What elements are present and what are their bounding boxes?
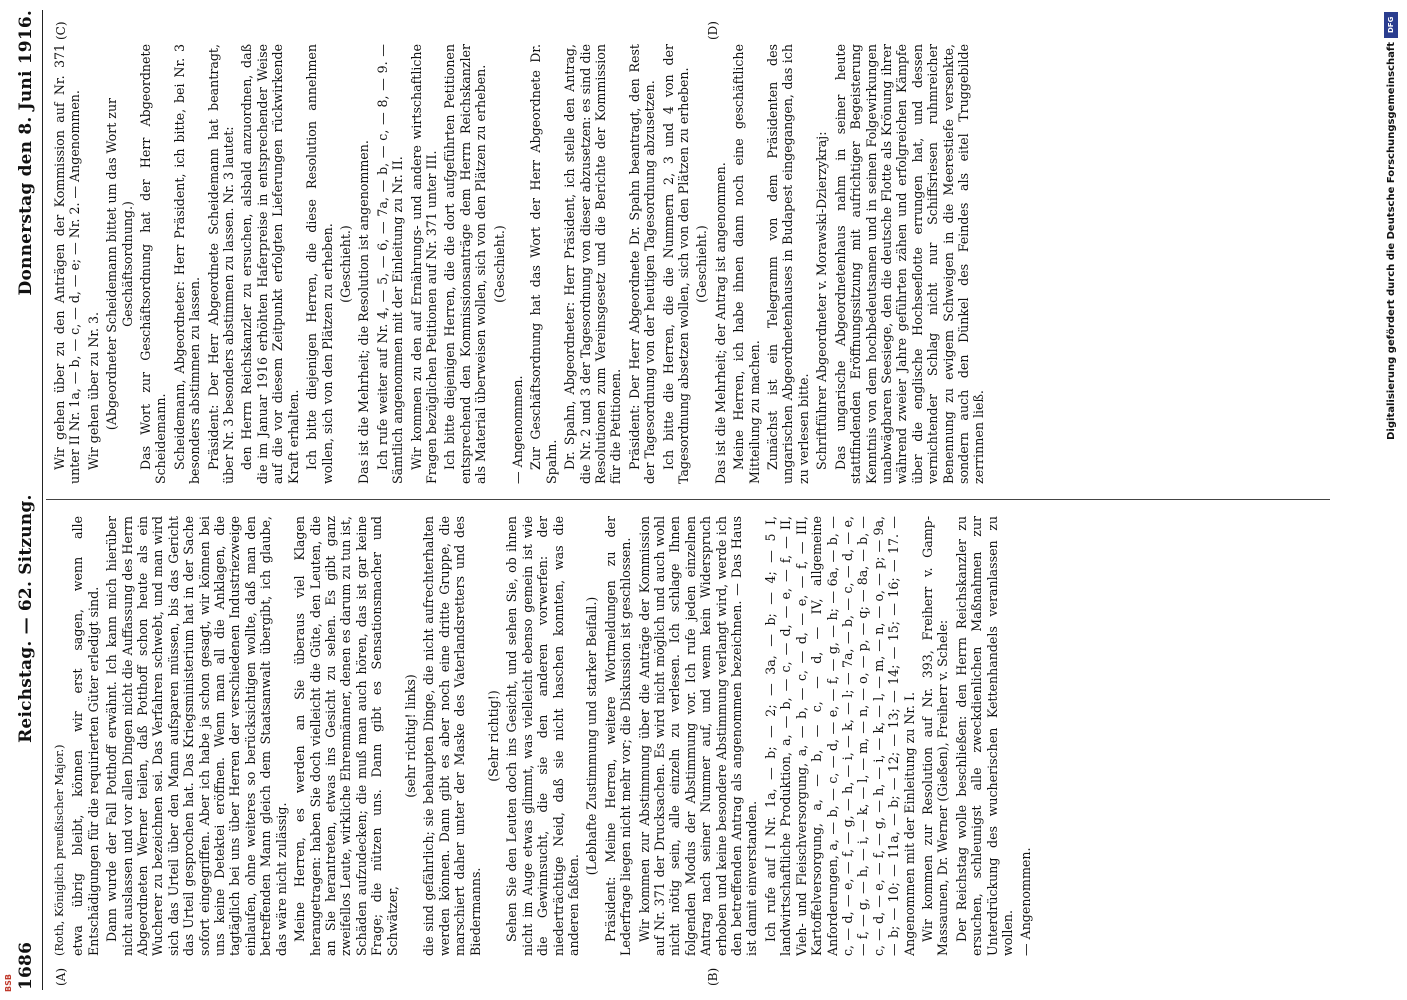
interjection: (Geschieht.) bbox=[694, 225, 710, 303]
interjection: (Geschieht.) bbox=[337, 225, 353, 303]
president-statement: Präsident: Meine Herren, weitere Wortmeldungen zu der Lederfrage liegen nicht mehr vor; die Diskussion ist geschlossen. bbox=[602, 516, 634, 956]
speaker-statement: Scheidemann, Abgeordneter: Herr Präsident, ich bitte, bei Nr. 3 besonders abstimmen zu lassen. bbox=[171, 44, 203, 484]
credit-text: Digitalisierung gefördert durch die Deutsche Forschungsgemeinschaft bbox=[1385, 42, 1397, 440]
speaker-statement: Dr. Spahn, Abgeordneter: Herr Präsident, ich stelle den Antrag, die Nr. 2 und 3 der Tagesordnung von dieser abzusetzen: es sind die Resolutionen zum Vereinsgesetz und die Berichte der Kommission für die Petitionen. bbox=[562, 44, 624, 484]
dfg-logo: DFG bbox=[1384, 12, 1398, 38]
margin-mark-d: (D) bbox=[706, 21, 720, 40]
paragraph: Ich bitte diejenigen Herren, die die dort aufgeführten Petitionen entsprechend den Kommissionsanträge dem Herrn Reichskanzler als Material überweisen wollen, sich von den Plätzen zu erheben. bbox=[442, 44, 489, 484]
vote-list: Ich rufe auf I Nr. 1a, — b; — 2; — 3a, — b; — 4; — 5 I, landwirtschaftliche Produktion, a, — b, — c, — d, — e, — f, — II, Vieh- und Fleischversorgung, a, — b, — c, — d, — e, — f, — III, Kartoffelversorgung, a, — b, — c, — d, — IV, allgemeine Anforderungen, a, — b, — c, — d, — e, — f, — g, — h; — 6a, — b, — c, — d, — e, — f, — g, — h, — i, — k, — l; — 7a, — b, — c, — d, — e, — f, — g, — h, — i, — k, — l, — m, — n, — o, — p, — q; — 8a, — b, — c, — d, — e, — f, — g, — h, — i, — k, — l, — m, — n, — o, — p; — 9a, — b; — 10; — 11a, — b; — 12; — 13; — 14; — 15; — 16; — 17. — Angenommen mit der Einleitung zu Nr. I. bbox=[762, 516, 917, 956]
paragraph: Das ist die Mehrheit; die Resolution ist angenommen. bbox=[356, 140, 372, 484]
paragraph: Zunächst ist ein Telegramm von dem Präsidenten des ungarischen Abgeordnetenhauses in Budapest eingegangen, das ich zu verlesen bitte. bbox=[765, 44, 811, 484]
paragraph: Wir gehen über zu den Anträgen der Kommission auf Nr. 371 unter II Nr. 1a, — b, — c, — d, — e; — Nr. 2. — Angenommen. bbox=[52, 44, 83, 484]
session-date: Donnerstag den 8. Juni 1916. bbox=[16, 10, 36, 296]
paragraph: Sehen Sie den Leuten doch ins Gesicht, und sehen Sie, ob ihnen nicht im Auge etwas glimmt, was vielleicht ebenso gemein ist wie die Gewinnsucht, die sie den anderen vorwerfen: der niederträchtige Neid, daß sie nicht haschen konnten, was die anderen faßten. bbox=[504, 516, 581, 956]
paragraph: Meine Herren, ich habe ihnen dann noch eine geschäftliche Mitteilung zu machen. bbox=[731, 44, 762, 484]
paragraph: die sind gefährlich; sie behaupten Dinge, die nicht aufrechterhalten werden können. Dann gibt es aber noch eine dritte Gruppe, die marschiert daher unter der Maske des Vaterlandsretters und des Biedermanns. bbox=[421, 516, 483, 956]
paragraph: Wir kommen zur Resolution auf Nr. 393, Freiherr v. Gamp-Massaunen, Dr. Werner (Gießen), Freiherr v. Schele: bbox=[919, 516, 951, 956]
interjection: (Geschieht.) bbox=[491, 225, 507, 303]
paragraph: Meine Herren, es werden an Sie überaus viel Klagen herangetragen: haben Sie doch vielleicht die Güte, den Leuten, die an Sie herantreten, etwas ins Gesicht zu sehen. Es gibt ganz zweifellos Leute, wirkliche Ehrenmänner, denen es darum zu tun ist, Schäden aufzudecken; die muß man auch hören, das ist gar keine Frage; die nützen uns. Dann gibt es Sensationsmacher und Schwätzer, bbox=[292, 516, 400, 956]
session-title: Reichstag. — 62. Sitzung. bbox=[16, 494, 36, 743]
paragraph: — Angenommen. bbox=[1018, 847, 1034, 956]
margin-mark-a: (A) bbox=[54, 967, 68, 986]
interjection: (Sehr richtig!) bbox=[485, 690, 501, 782]
column-divider bbox=[46, 499, 1330, 500]
paragraph: Wir gehen über zu Nr. 3. bbox=[85, 311, 101, 470]
resolution-text: den Herrn Reichskanzler zu ersuchen, alsbald anzuordnen, daß die im Januar 1916 erhöhten Haferpreise in entsprechender Weise auf die vor diesem Zeitpunkt erfolgten Lieferungen rückwirkende Kraft erhalten. bbox=[239, 44, 301, 484]
paragraph: Das Wort zur Geschäftsordnung hat der Herr Abgeordnete Scheidemann. bbox=[138, 44, 169, 484]
page-header bbox=[14, 10, 38, 990]
telegram-text: Das ungarische Abgeordnetenhaus nahm in seiner heute stattfindenden Eröffnungssitzung mit aufrichtiger Begeisterung Kenntnis von dem hochbedeutsamen und in seinen Folgewirkungen unabwägbaren Seesiege, den die deutsche Flotte als Krönung ihrer während zweier Jahre geführten zähen und erfolgreichen Kämpfe über die englische Hochseeflotte errungen hat, und dessen vernichtender Schlag nicht nur Schiffsriesen ruhmreicher Benennung zu ewigem Schweigen in die Meerestiefe versenkte, sondern auch den Dünkel des Feindes als eitel Truggebilde zerrinnen ließ. bbox=[832, 44, 987, 484]
margin-mark-c: (C) bbox=[54, 21, 68, 40]
library-mark: BSB bbox=[4, 974, 13, 992]
paragraph: Wir kommen zur Abstimmung über die Anträge der Kommission auf Nr. 371 der Drucksachen. Es wird nicht möglich und auch wohl nicht nötig sein, alle einzeln zu verlesen. Ich schlage Ihnen folgenden Modus der Abstimmung vor. Ich rufe jeden einzelnen Antrag nach seiner Nummer auf, und wenn kein Widerspruch erhoben und keine besondere Abstimmung verlangt wird, werde ich den betreffenden Antrag als angenommen bezeichnen. — Das Haus ist damit einverstanden. bbox=[636, 516, 760, 956]
paragraph: Das ist die Mehrheit; der Antrag ist angenommen. bbox=[712, 162, 728, 484]
rotated-page bbox=[6, 0, 1346, 1000]
paragraph: etwa übrig bleibt, können wir erst sagen, wenn alle Entschädigungen für die requirierten Güter erledigt sind. bbox=[70, 516, 101, 956]
margin-mark-b: (B) bbox=[706, 967, 720, 986]
left-column bbox=[52, 516, 1336, 956]
paragraph: Wir kommen zu den auf Ernährungs- und andere wirtschaftliche Fragen bezüglichen Petitionen auf Nr. 371 unter III. bbox=[408, 44, 439, 484]
paragraph: Ich bitte die Herren, die die Nummern 2, 3 und 4 von der Tagesordnung absetzen wollen, sich von den Plätzen zu erheben. bbox=[660, 44, 692, 484]
paragraph: — Angenommen. bbox=[509, 375, 525, 484]
president-statement: Präsident: Der Herr Abgeordnete Scheidemann hat beantragt, über Nr. 3 besonders abstimmen zu lassen. Nr. 3 lautet: bbox=[205, 44, 237, 484]
speaker-attribution: (Roth, Königlich preußischer Major.) bbox=[52, 744, 66, 956]
right-column bbox=[52, 44, 1336, 484]
header-rule bbox=[42, 10, 43, 990]
president-statement: Präsident: Der Herr Abgeordnete Dr. Spahn beantragt, den Rest der Tagesordnung von der heutigen Tagesordnung abzusetzen. bbox=[626, 44, 658, 484]
digitization-credit bbox=[1383, 12, 1399, 988]
resolution-text: Der Reichstag wolle beschließen: den Herrn Reichskanzler zu ersuchen, schleunigst alle zweckdienlichen Maßnahmen zur Unterdrückung des wucherischen Kettenhandels veranlassen zu wollen. bbox=[953, 516, 1015, 956]
interjection: (Lebhafte Zustimmung und starker Beifall.) bbox=[584, 596, 600, 876]
speaker-statement: Schriftführer Abgeordneter v. Morawski-Dzierzykraj: bbox=[814, 131, 830, 470]
paragraph: Zur Geschäftsordnung hat das Wort der Herr Abgeordnete Dr. Spahn. bbox=[528, 44, 559, 484]
page-number: 1686 bbox=[16, 941, 36, 990]
paragraph: Ich rufe weiter auf Nr. 4, — 5, — 6, — 7a, — b, — c, — 8, — 9. — Sämtlich angenommen mit der Einleitung zu Nr. II. bbox=[374, 44, 406, 484]
paragraph: Ich bitte diejenigen Herren, die diese Resolution annehmen wollen, sich von den Plätzen zu erheben. bbox=[304, 44, 335, 484]
paragraph: Dann wurde der Fall Potthoff erwähnt. Ich kann mich hierüber nicht auslassen und vor allen Dingen nicht die Auffassung des Herrn Abgeordneten Werner teilen, daß Potthoff schon heute als ein Wucherer zu bezeichnen sei. Das Verfahren schwebt, und man wird sich das Urteil über den Mann aufsparen müssen, bis das Gericht das Urteil gesprochen hat. Das Kriegsministerium hat in der Sache sofort eingegriffen. Aber ich habe ja schon gesagt, wir können bei uns keine Detektei eröffnen. Wenn man all die Anklagen, die tagtäglich bei uns über Herren der verschiedenen Industriezweige einlaufen, ohne weiteres so berücksichtigen wollte, daß man den betreffenden Mann gleich dem Staatsanwalt übergibt, ich glaube, das wäre nicht zulässig. bbox=[104, 516, 289, 956]
interjection: (Abgeordneter Scheidemann bittet um das Wort zur Geschäftsordnung.) bbox=[104, 97, 135, 431]
interjection: (sehr richtig! links) bbox=[402, 674, 418, 798]
